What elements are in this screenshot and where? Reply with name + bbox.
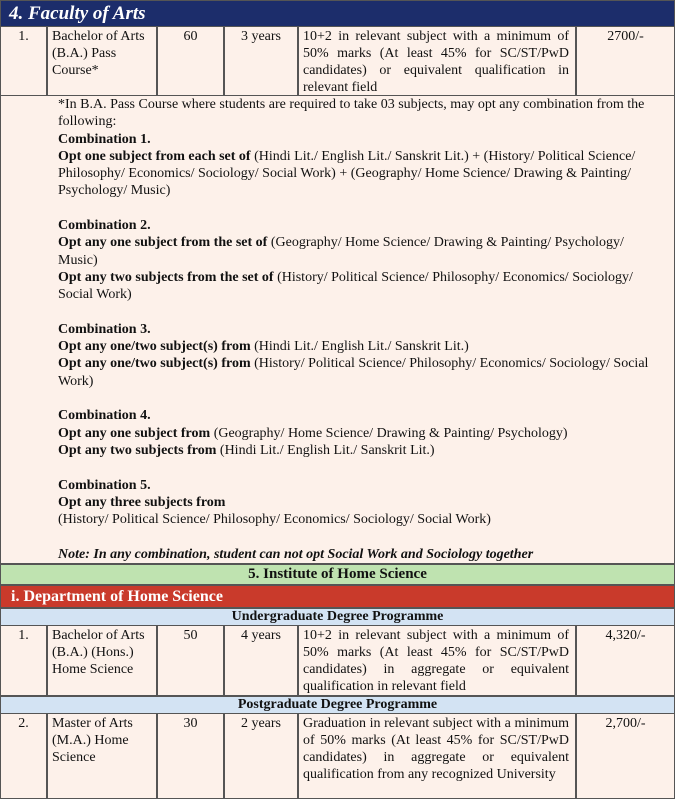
combination-5-subjects: (History/ Political Science/ Philosophy/ Economics/ Sociology/ Social Work) xyxy=(58,512,491,528)
rule-lead: Opt any one subject from the set of xyxy=(58,235,268,251)
combination-2-rule-2 xyxy=(58,269,666,304)
serial-number: 2. xyxy=(0,714,47,799)
duration: 3 years xyxy=(224,27,298,96)
combination-5-rule: Opt any three subjects from xyxy=(58,494,226,510)
rule-subjects: (Hindi Lit./ English Lit./ Sanskrit Lit.) + (History/ Political Science/ Philosophy/ Economics/ Sociology/ Social Work) + (Geography/ Home Science/ Drawing & Painting/ Psychology/ Music) xyxy=(58,148,636,199)
table-row xyxy=(0,626,675,696)
rule-subjects: (Hindi Lit./ English Lit./ Sanskrit Lit.) xyxy=(216,442,435,458)
combination-3-rule-2 xyxy=(58,355,666,390)
combination-2-rule-1 xyxy=(58,234,666,269)
combination-3-rule-1 xyxy=(58,338,666,355)
rule-subjects: (History/ Political Science/ Philosophy/ Economics/ Sociology/ Social Work) xyxy=(58,269,633,303)
rule-lead: Opt any one/two subject(s) from xyxy=(58,356,251,372)
duration: 4 years xyxy=(224,626,298,696)
faculty-heading: 4. Faculty of Arts xyxy=(0,0,675,27)
combination-4-title: Combination 4. xyxy=(58,408,151,424)
combination-2-title: Combination 2. xyxy=(58,218,151,234)
pg-programme-heading: Postgraduate Degree Programme xyxy=(0,696,675,714)
rule-lead: Opt any two subjects from xyxy=(58,442,217,458)
serial-number: 1. xyxy=(0,27,47,96)
ug-programme-heading: Undergraduate Degree Programme xyxy=(0,608,675,626)
combination-1-title: Combination 1. xyxy=(58,131,151,147)
rule-subjects: (Geography/ Home Science/ Drawing & Painting/ Psychology/ Music) xyxy=(58,235,624,268)
rule-subjects: (Geography/ Home Science/ Drawing & Painting/ Psychology) xyxy=(210,425,568,441)
rule-subjects: (Hindi Lit./ English Lit./ Sanskrit Lit.) xyxy=(250,339,469,355)
combination-1-rule xyxy=(58,148,666,200)
serial-number: 1. xyxy=(0,626,47,696)
programme-name: Bachelor of Arts (B.A.) Pass Course* xyxy=(47,27,157,96)
eligibility: 10+2 in relevant subject with a minimum of 50% marks (At least 45% for SC/ST/PwD candidates) or equivalent qualification in relevant field xyxy=(298,27,576,96)
programme-name: Bachelor of Arts (B.A.) (Hons.) Home Science xyxy=(47,626,157,696)
rule-subjects: (History/ Political Science/ Philosophy/ Economics/ Sociology/ Social Work) xyxy=(58,356,649,389)
rule-lead: Opt any two subjects from the set of xyxy=(58,269,274,285)
combination-notes xyxy=(0,96,675,564)
table-row xyxy=(0,27,675,96)
fee: 4,320/- xyxy=(576,626,675,696)
duration: 2 years xyxy=(224,714,298,799)
combination-4-rule-1 xyxy=(58,425,666,442)
institute-heading: 5. Institute of Home Science xyxy=(0,564,675,585)
notes-intro: *In B.A. Pass Course where students are required to take 03 subjects, may opt any combination from the following: xyxy=(58,97,645,130)
seats: 50 xyxy=(157,626,224,696)
rule-lead: Opt any one/two subject(s) from xyxy=(58,339,251,355)
eligibility: Graduation in relevant subject with a minimum of 50% marks (At least 45% for SC/ST/PwD candidates) in aggregate or equivalent qualification from any recognized University xyxy=(298,714,576,799)
fee: 2,700/- xyxy=(576,714,675,799)
seats: 60 xyxy=(157,27,224,96)
seats: 30 xyxy=(157,714,224,799)
table-row xyxy=(0,714,675,799)
note-text: Note: In any combination, student can not opt Social Work and Sociology together xyxy=(58,546,534,562)
rule-lead: Opt any one subject from xyxy=(58,425,211,441)
combination-4-rule-2 xyxy=(58,442,666,459)
fee: 2700/- xyxy=(576,27,675,96)
programme-name: Master of Arts (M.A.) Home Science xyxy=(47,714,157,799)
combination-3-title: Combination 3. xyxy=(58,321,151,337)
combination-5-title: Combination 5. xyxy=(58,477,151,493)
department-heading: i. Department of Home Science xyxy=(0,585,675,608)
rule-lead: Opt one subject from each set of xyxy=(58,148,251,164)
eligibility: 10+2 in relevant subject with a minimum of 50% marks (At least 45% for SC/ST/PwD candidates) in aggregate or equivalent qualification in relevant field xyxy=(298,626,576,696)
